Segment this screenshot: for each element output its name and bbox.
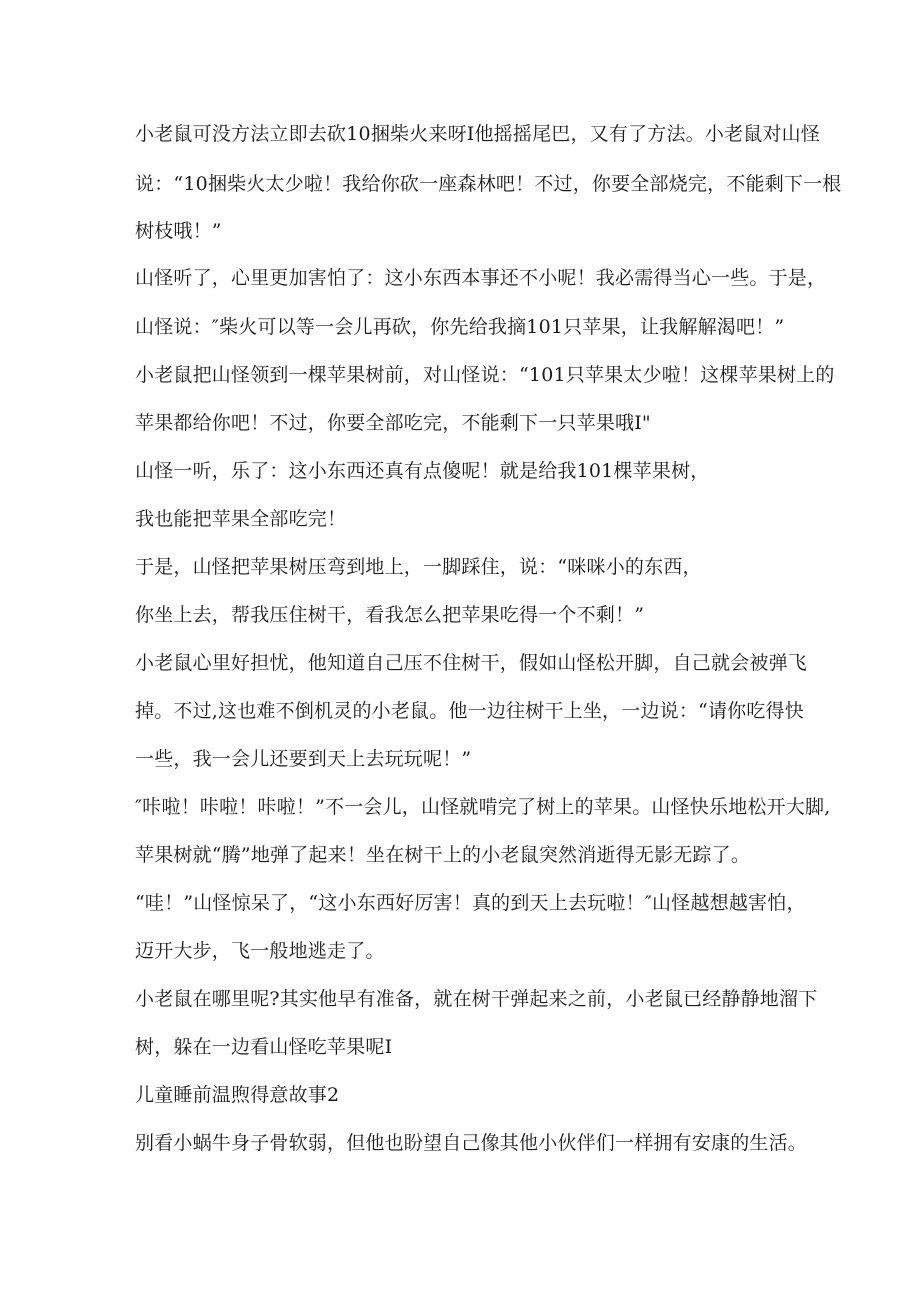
text-line: 山怪说：″柴火可以等一会儿再砍，你先给我摘101只苹果，让我解解渴吧！” (135, 316, 785, 338)
section-title: 儿童睡前温煦得意故事2 (135, 1084, 340, 1106)
text-line: 我也能把苹果全部吃完！ (135, 508, 347, 530)
text-line: 树，躲在一边看山怪吃苹果呢I (135, 1036, 393, 1058)
text-line: 小老鼠在哪里呢?其实他早有准备，就在树干弹起来之前，小老鼠已经静静地溜下 (135, 988, 818, 1010)
text-line: 迈开大步，飞一般地逃走了。 (135, 940, 385, 962)
text-line: 苹果都给你吧！不过，你要全部吃完，不能剩下一只苹果哦I" (135, 412, 651, 434)
text-line: 掉。不过,这也难不倒机灵的小老鼠。他一边往树干上坐，一边说：“请你吃得快 (135, 700, 804, 722)
text-line: 小老鼠可没方法立即去砍10捆柴火来呀I他摇摇尾巴，又有了方法。小老鼠对山怪 (135, 123, 821, 145)
text-line: 说：“10捆柴火太少啦！我给你砍一座森林吧！不过，你要全部烧完，不能剩下一根 (135, 173, 842, 195)
text-line: 一些，我一会儿还要到天上去玩玩呢！” (135, 748, 472, 770)
text-line: 山怪一听，乐了：这小东西还真有点傻呢！就是给我101棵苹果树， (135, 460, 710, 482)
text-line: 小老鼠心里好担忧，他知道自己压不住树干，假如山怪松开脚，自己就会被弹飞 (135, 652, 808, 674)
text-line: “哇！”山怪惊呆了，“这小东西好厉害！真的到天上去玩啦！″山怪越想越害怕， (135, 892, 806, 914)
text-line: 苹果树就“腾”地弹了起来！坐在树干上的小老鼠突然消逝得无影无踪了。 (135, 844, 751, 866)
text-line: 小老鼠把山怪领到一棵苹果树前，对山怪说：“101只苹果太少啦！这棵苹果树上的 (135, 364, 835, 386)
text-line: 于是，山怪把苹果树压弯到地上，一脚踩住，说：“咪咪小的东西， (135, 556, 702, 578)
text-line: ″咔啦！咔啦！咔啦！”不一会儿，山怪就啃完了树上的苹果。山怪快乐地松开大脚, (135, 796, 831, 818)
text-line: 你坐上去，帮我压住树干，看我怎么把苹果吃得一个不剩！” (135, 604, 645, 626)
text-line: 树枝哦！” (135, 220, 222, 242)
text-line: 别看小蜗牛身子骨软弱，但他也盼望自己像其他小伙伴们一样拥有安康的生活。 (135, 1132, 808, 1154)
text-line: 山怪听了，心里更加害怕了：这小东西本事还不小呢！我必需得当心一些。于是， (135, 267, 827, 289)
